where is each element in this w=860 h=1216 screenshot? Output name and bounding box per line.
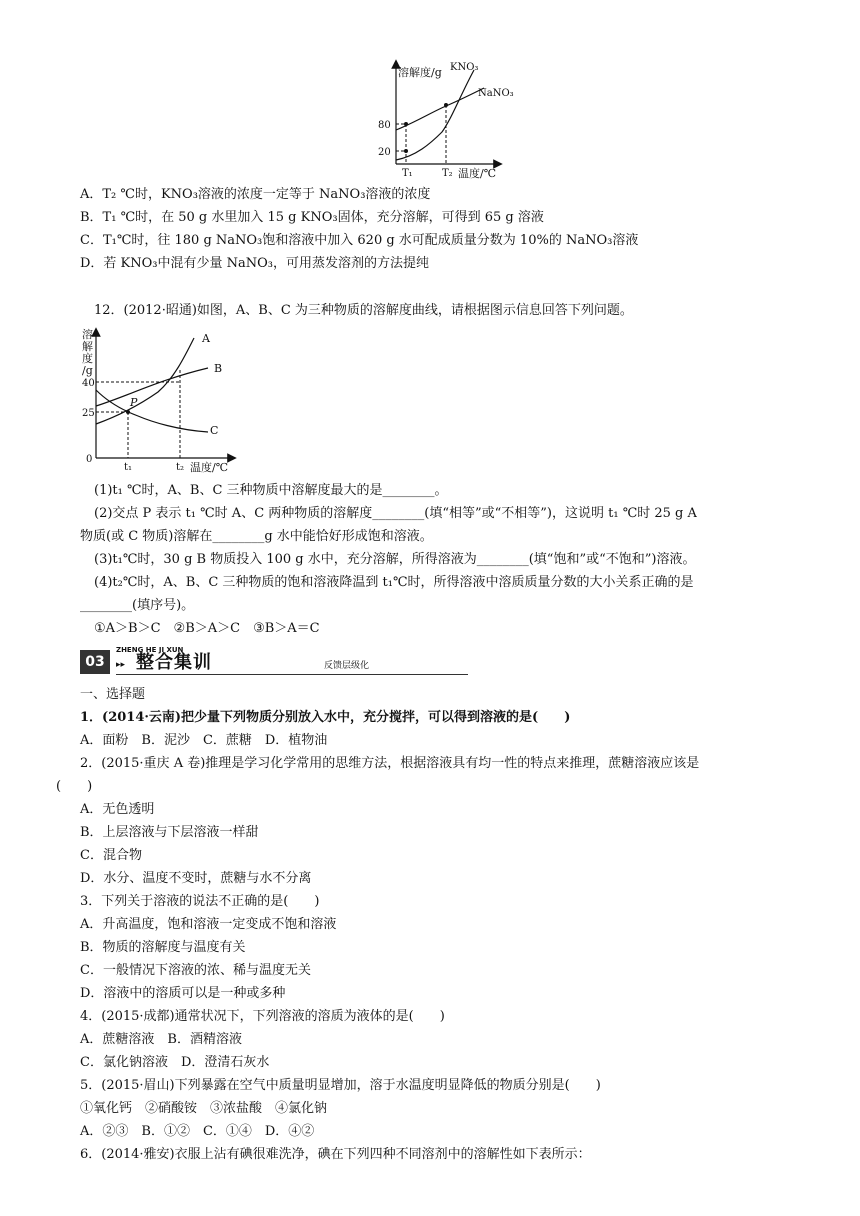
q1-stem: 1．(2014·云南)把少量下列物质分别放入水中，充分搅拌，可以得到溶液的是( ) [80, 710, 571, 725]
q12-part-2: (2)交点 P 表示 t₁ ℃时 A、C 两种物质的溶解度________(填“相等”或“不相等”)，这说明 t₁ ℃时 25 g A [94, 506, 697, 521]
x-axis-label: 温度/℃ [190, 461, 229, 474]
point-t2-intersection [444, 103, 448, 107]
banner-subtitle: 反馈层级化 [324, 661, 370, 671]
y-axis-label-3: 度 [82, 352, 93, 365]
point-p-label: P [130, 396, 138, 409]
q12-part-4-cont: ________(填序号)。 [80, 598, 195, 613]
tick-t1: T₁ [402, 168, 413, 179]
q11-option-a: A．T₂ ℃时，KNO₃溶液的浓度一定等于 NaNO₃溶液的浓度 [80, 187, 431, 202]
q11-option-d: D．若 KNO₃中混有少量 NaNO₃，可用蒸发溶剂的方法提纯 [80, 256, 430, 271]
point-t1-20 [404, 149, 408, 153]
series-label-b: B [214, 362, 223, 375]
q2-stem-cont: ( ) [56, 779, 93, 794]
q2-option-a: A．无色透明 [80, 802, 155, 817]
nano3-curve [396, 88, 484, 130]
section-banner [80, 646, 790, 676]
q5-stem: 5．(2015·眉山)下列暴露在空气中质量明显增加，溶于水温度明显降低的物质分别是( ) [80, 1078, 601, 1093]
q5-items: ①氧化钙 ②硝酸铵 ③浓盐酸 ④氯化钠 [80, 1101, 328, 1116]
y-axis-label-1: 溶 [82, 328, 93, 341]
q2-stem: 2．(2015·重庆 A 卷)推理是学习化学常用的思维方法，根据溶液具有均一性的特点来推理，蔗糖溶液应该是 [80, 756, 700, 771]
series-label-kno3: KNO₃ [450, 62, 479, 73]
tick-0: 0 [86, 454, 93, 465]
x-axis-label: 温度/℃ [458, 167, 497, 180]
q12-choices: ①A＞B＞C ②B＞A＞C ③B＞A＝C [94, 621, 320, 636]
q2-option-b: B．上层溶液与下层溶液一样甜 [80, 825, 259, 840]
q5-options: A．②③ B．①② C．①④ D．④② [80, 1124, 315, 1139]
banner-pinyin: ZHENG HE JI XUN [116, 646, 184, 654]
q12-stem: 12．(2012·昭通)如图，A、B、C 为三种物质的溶解度曲线，请根据图示信息回答下列问题。 [94, 303, 633, 318]
q4-stem: 4．(2015·成都)通常状况下，下列溶液的溶质为液体的是( ) [80, 1009, 445, 1024]
y-axis-label-2: 解 [82, 340, 93, 353]
q6-stem: 6．(2014·雅安)衣服上沾有碘很难洗净，碘在下列四种不同溶剂中的溶解性如下表所示： [80, 1147, 591, 1162]
tick-t1: t₁ [124, 462, 133, 473]
kno3-curve [396, 70, 474, 160]
banner-underline [116, 674, 468, 675]
tick-t2: T₂ [442, 168, 453, 179]
q11-option-b: B．T₁ ℃时，在 50 g 水里加入 15 g KNO₃固体，充分溶解，可得到 65 g 溶液 [80, 210, 544, 225]
q12-part-2-cont: 物质(或 C 物质)溶解在________g 水中能恰好形成饱和溶液。 [80, 529, 433, 544]
curve-b [96, 368, 208, 406]
solubility-chart-2 [78, 326, 248, 474]
banner-number-box: 03 [80, 650, 110, 674]
q4-options-cd: C．氯化钠溶液 D．澄清石灰水 [80, 1055, 270, 1070]
q1-options: A．面粉 B．泥沙 C．蔗糖 D．植物油 [80, 733, 328, 748]
q12-part-4: (4)t₂℃时，A、B、C 三种物质的饱和溶液降温到 t₁℃时，所得溶液中溶质质量分数的大小关系正确的是 [94, 575, 694, 590]
banner-arrow-icon: ▸▸ [116, 660, 126, 670]
tick-40: 40 [82, 378, 95, 389]
q2-option-c: C．混合物 [80, 848, 142, 863]
y-axis-label: 溶解度/g [398, 66, 442, 79]
q3-stem: 3．下列关于溶液的说法不正确的是( ) [80, 894, 320, 909]
y-axis-label-4: /g [82, 364, 93, 377]
q2-option-d: D．水分、温度不变时，蔗糖与水不分离 [80, 871, 312, 886]
tick-25: 25 [82, 408, 95, 419]
q3-option-b: B．物质的溶解度与温度有关 [80, 940, 246, 955]
point-t1-80 [404, 122, 408, 126]
q3-option-a: A．升高温度，饱和溶液一定变成不饱和溶液 [80, 917, 337, 932]
banner-title: 整合集训 [136, 652, 212, 673]
series-label-c: C [210, 424, 219, 437]
q12-part-3: (3)t₁℃时，30 g B 物质投入 100 g 水中，充分溶解，所得溶液为________(填“饱和”或“不饱和”)溶液。 [94, 552, 696, 567]
q11-option-c: C．T₁℃时，往 180 g NaNO₃饱和溶液中加入 620 g 水可配成质量分数为 10%的 NaNO₃溶液 [80, 233, 639, 248]
tick-80: 80 [378, 120, 391, 131]
series-label-a: A [202, 332, 210, 345]
section-heading: 一、选择题 [80, 687, 146, 702]
q4-options-ab: A．蔗糖溶液 B．酒精溶液 [80, 1032, 242, 1047]
solubility-chart-1 [372, 56, 542, 182]
point-p [126, 410, 130, 414]
series-label-nano3: NaNO₃ [478, 88, 514, 99]
guide-80-ext [406, 105, 446, 124]
q12-part-1: (1)t₁ ℃时，A、B、C 三种物质中溶解度最大的是________。 [94, 483, 448, 498]
tick-20: 20 [378, 147, 391, 158]
q3-option-d: D．溶液中的溶质可以是一种或多种 [80, 986, 286, 1001]
q3-option-c: C．一般情况下溶液的浓、稀与温度无关 [80, 963, 311, 978]
curve-a [96, 338, 194, 424]
tick-t2: t₂ [176, 462, 185, 473]
